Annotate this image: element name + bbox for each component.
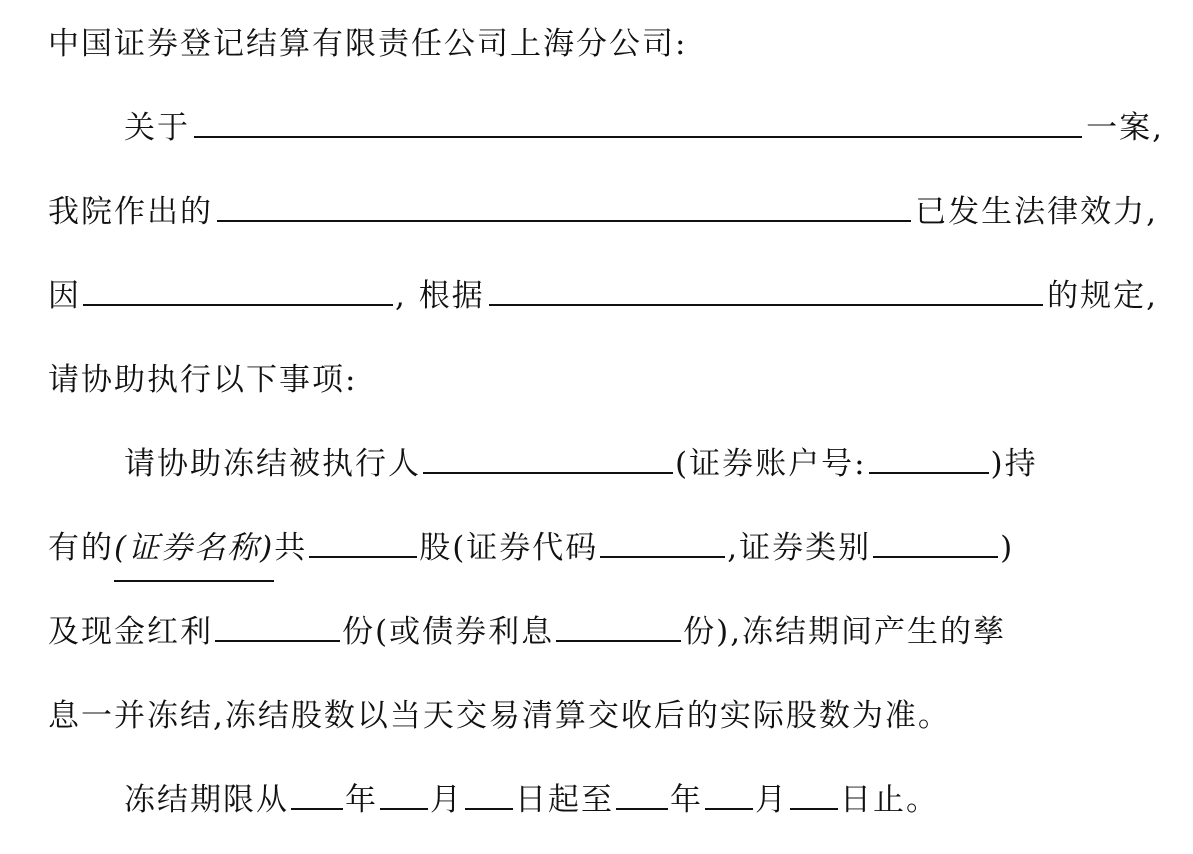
security-line bbox=[48, 518, 1158, 578]
reason-prefix: 因 bbox=[48, 278, 81, 314]
dividend-blank[interactable] bbox=[215, 606, 340, 642]
freeze-period-line bbox=[124, 770, 1164, 830]
security-close-paren: ) bbox=[1000, 530, 1015, 566]
request-line bbox=[48, 350, 1158, 410]
interest-suffix: 份),冻结期间产生的孳 bbox=[683, 614, 1007, 650]
end-day-label: 日止。 bbox=[840, 782, 939, 818]
interest-blank[interactable] bbox=[556, 606, 681, 642]
security-code-label: 股(证券代码 bbox=[419, 530, 599, 566]
start-day-blank[interactable] bbox=[465, 774, 513, 810]
addressee: 中国证券登记结算有限责任公司上海分公司: bbox=[48, 26, 688, 62]
security-type-blank[interactable] bbox=[873, 522, 998, 558]
interest-label: 份(或债券利息 bbox=[342, 614, 555, 650]
basis-suffix: 的规定, bbox=[1047, 278, 1158, 314]
end-day-blank[interactable] bbox=[790, 774, 838, 810]
case-name-blank[interactable] bbox=[194, 102, 1082, 138]
addressee-line bbox=[48, 14, 1158, 74]
case-line bbox=[124, 98, 1164, 158]
ruling-document-blank[interactable] bbox=[217, 186, 911, 222]
start-year-blank[interactable] bbox=[291, 774, 343, 810]
dividend-label: 及现金红利 bbox=[48, 614, 213, 650]
dividend-line bbox=[48, 602, 1158, 662]
account-number-blank[interactable] bbox=[869, 438, 989, 474]
total-label: 共 bbox=[274, 530, 308, 566]
start-year-label: 年 bbox=[345, 782, 378, 818]
security-type-label: ,证券类别 bbox=[727, 530, 872, 566]
end-month-label: 月 bbox=[755, 782, 788, 818]
request-text: 请协助执行以下事项: bbox=[48, 362, 358, 398]
respondent-blank[interactable] bbox=[423, 438, 673, 474]
share-count-blank[interactable] bbox=[309, 522, 417, 558]
basis-label: , 根据 bbox=[395, 278, 485, 314]
start-month-label: 月 bbox=[430, 782, 463, 818]
freeze-prefix: 请协助冻结被执行人 bbox=[124, 446, 421, 482]
security-code-blank[interactable] bbox=[600, 522, 725, 558]
end-month-blank[interactable] bbox=[705, 774, 753, 810]
end-year-blank[interactable] bbox=[616, 774, 668, 810]
account-label: (证券账户号: bbox=[675, 446, 867, 482]
start-day-label: 日起至 bbox=[515, 782, 614, 818]
ruling-line bbox=[48, 182, 1158, 242]
account-suffix: )持 bbox=[990, 446, 1038, 482]
reason-blank[interactable] bbox=[83, 270, 393, 306]
start-month-blank[interactable] bbox=[380, 774, 428, 810]
security-name-field[interactable]: (证券名称) bbox=[114, 518, 274, 582]
freeze-subject-line bbox=[124, 434, 1164, 494]
freeze-scope-text: 息一并冻结,冻结股数以当天交易清算交收后的实际股数为准。 bbox=[48, 698, 951, 734]
ruling-suffix: 已发生法律效力, bbox=[915, 194, 1158, 230]
case-suffix: 一案, bbox=[1086, 110, 1164, 146]
holding-prefix: 有的 bbox=[48, 530, 114, 566]
period-prefix: 冻结期限从 bbox=[124, 782, 289, 818]
end-year-label: 年 bbox=[670, 782, 703, 818]
legal-basis-blank[interactable] bbox=[489, 270, 1043, 306]
freeze-scope-line bbox=[48, 686, 1158, 746]
ruling-prefix: 我院作出的 bbox=[48, 194, 213, 230]
reason-line bbox=[48, 266, 1158, 326]
case-prefix: 关于 bbox=[124, 110, 190, 146]
